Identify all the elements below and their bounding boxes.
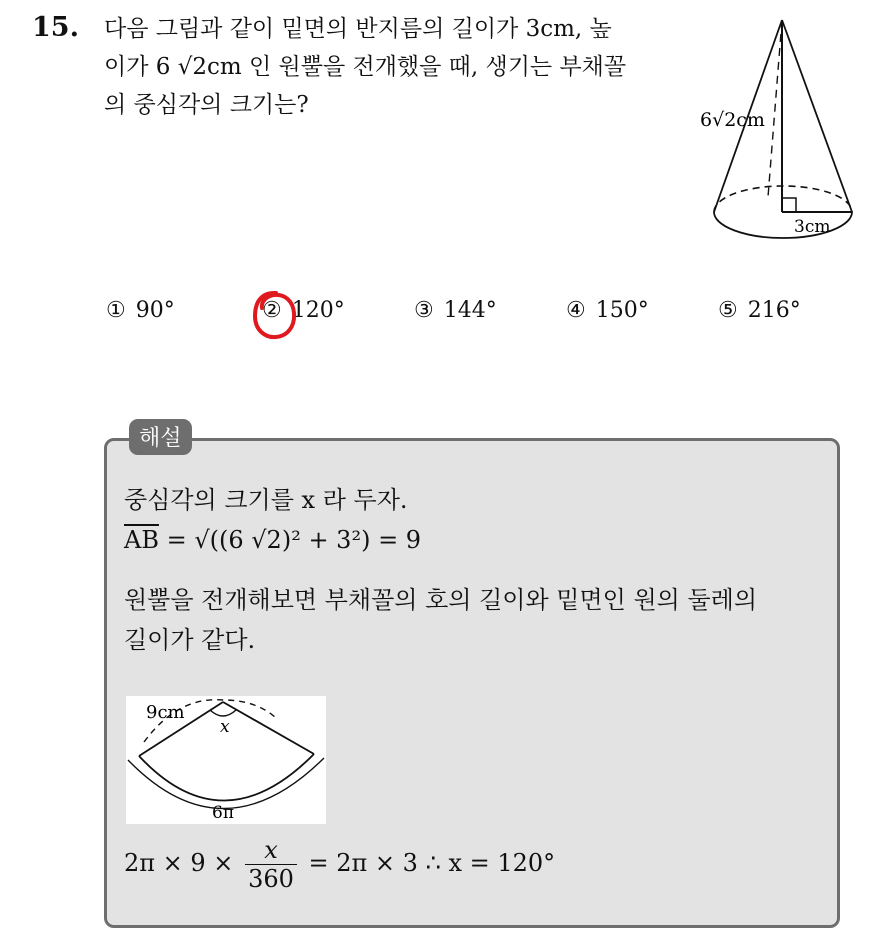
- solution-tab: 해설: [129, 419, 192, 455]
- question-text: [104, 10, 684, 124]
- solution-ab-equation: [124, 526, 421, 554]
- cone-height-label: 6√2cm: [700, 109, 765, 131]
- choice-1-number: ①: [106, 298, 126, 323]
- ab-expression: = √((6 √2)² + 3²) = 9: [166, 526, 422, 554]
- fraction-x-over-360: [245, 836, 297, 893]
- question-number: 15.: [32, 12, 79, 43]
- equation-left: 2π × 9 ×: [124, 849, 234, 877]
- choice-4-label: 150°: [595, 298, 649, 323]
- answer-choices: [106, 298, 826, 338]
- sector-arc-label: 6π: [212, 803, 234, 823]
- cone-radius-label: 3cm: [794, 217, 831, 237]
- choice-5-label: 216°: [747, 298, 801, 323]
- question-line-3: 의 중심각의 크기는?: [104, 92, 309, 118]
- sector-angle-label: x: [220, 717, 230, 737]
- choice-2-number: ②: [262, 298, 282, 323]
- solution-line-4: 길이가 같다.: [124, 626, 256, 654]
- fraction-numerator: x: [245, 836, 297, 865]
- equation-right: = 2π × 3 ∴ x = 120°: [308, 849, 556, 877]
- choice-2-label: 120°: [291, 298, 345, 323]
- question-line-2: 이가 6 √2cm 인 원뿔을 전개했을 때, 생기는 부채꼴: [104, 54, 627, 80]
- solution-line-3: 원뿔을 전개해보면 부채꼴의 호의 길이와 밑면인 원의 둘레의: [124, 586, 758, 614]
- question-line-1: 다음 그림과 같이 밑면의 반지름의 길이가 3cm, 높: [104, 16, 612, 42]
- segment-ab-label: $\overline{AB}$: [124, 526, 159, 554]
- choice-4-number: ④: [566, 298, 586, 323]
- solution-line-1: 중심각의 크기를 x 라 두자.: [124, 486, 408, 514]
- choice-4[interactable]: [566, 298, 649, 323]
- choice-5-number: ⑤: [718, 298, 738, 323]
- choice-5[interactable]: [718, 298, 801, 323]
- choice-3-number: ③: [414, 298, 434, 323]
- sector-figure: [126, 696, 326, 824]
- choice-3[interactable]: [414, 298, 497, 323]
- choice-1-label: 90°: [135, 298, 175, 323]
- choice-3-label: 144°: [443, 298, 497, 323]
- cone-figure: [696, 12, 866, 242]
- fraction-denominator: 360: [248, 865, 294, 893]
- solution-final-equation: [124, 836, 555, 893]
- sector-radius-label: 9cm: [146, 702, 185, 723]
- selected-answer-circle-mark: [250, 288, 300, 342]
- choice-1[interactable]: [106, 298, 175, 323]
